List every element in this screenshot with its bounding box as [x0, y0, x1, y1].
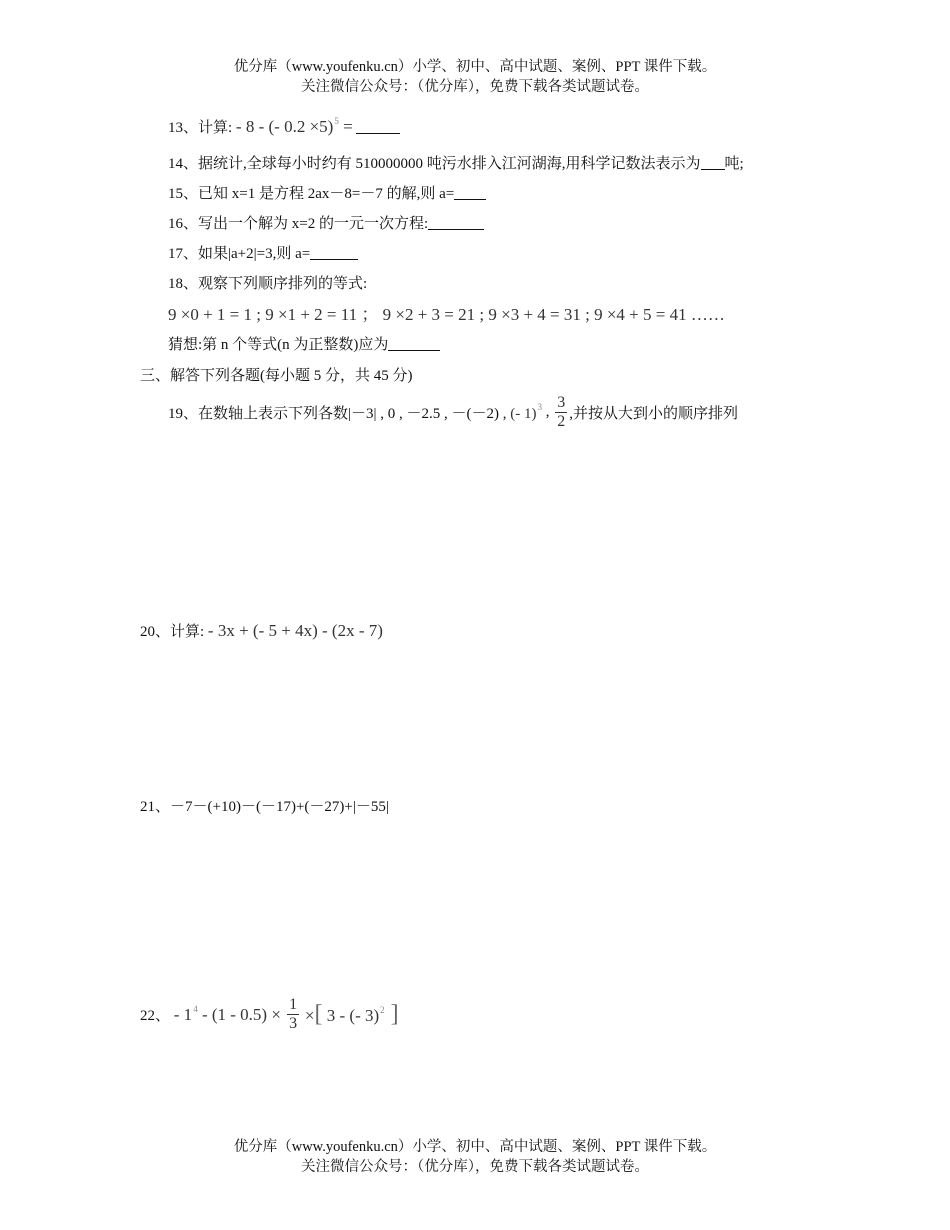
q16-text: 16、写出一个解为 x=2 的一元一次方程:	[168, 216, 429, 232]
question-18	[168, 272, 367, 293]
question-14	[168, 152, 744, 173]
question-22	[140, 996, 399, 1033]
question-13	[168, 116, 400, 137]
q19-power: (- 1)$^3$	[510, 402, 542, 422]
q19-text: 19、在数轴上表示下列各数|－3| , 0 , －2.5 , －(－2) ,	[168, 406, 507, 422]
q18-answer-blank[interactable]	[388, 336, 440, 351]
q22-expression: - $1^4 - (1 - 0.5)$ ×	[173, 1004, 281, 1024]
q17-text: 17、如果|a+2|=3,则 a=	[168, 246, 311, 262]
q22-bracket-expression: ×[ 3 - (- 3)$^2$ ]	[304, 1001, 399, 1027]
question-19: 19、在数轴上表示下列各数|－3| , 0 , －2.5 , －(－2) , (- 1)$^3$ , $\frac{3}{2}$ ,并按从大到小的顺序排列	[168, 394, 739, 430]
footer-line-2: 关注微信公众号：（优分库），免费下载各类试题试卷。	[301, 1159, 649, 1175]
q19-fraction: $\frac{3}{2}$	[557, 394, 566, 430]
question-17	[168, 242, 358, 263]
question-15	[168, 182, 486, 203]
q18-text: 18、观察下列顺序排列的等式:	[168, 276, 368, 292]
q19-tail: ,并按从大到小的顺序排列	[569, 406, 739, 422]
q14-text: 14、据统计,全球每小时约有 510000000 吨污水排入江河湖海,用科学记数法表示为	[168, 156, 701, 172]
question-16	[168, 212, 484, 233]
header-line-2: 关注微信公众号：（优分库），免费下载各类试题试卷。	[301, 79, 649, 95]
q15-text: 15、已知 x=1 是方程 2ax－8=－7 的解,则 a=	[168, 186, 455, 202]
q20-expression: - 3x + (- 5 + 4x) - (2x - 7)	[207, 621, 383, 640]
q16-answer-blank[interactable]	[428, 215, 484, 230]
q18-guess-text: 猜想:第 n 个等式(n 为正整数)应为	[168, 337, 389, 353]
q17-answer-blank[interactable]	[310, 245, 358, 260]
q13-answer-blank[interactable]	[356, 119, 400, 134]
q18-guess	[168, 333, 440, 354]
q22-label: 22、	[140, 1008, 171, 1024]
page-header	[0, 57, 950, 97]
question-20	[140, 620, 383, 641]
q22-fraction: $\frac{1}{3}$	[289, 996, 298, 1032]
q13-label: 13、计算:	[168, 120, 233, 136]
question-21: 21、－7－(+10)－(－17)+(－27)+|－55|	[140, 799, 389, 815]
q14-answer-blank[interactable]	[701, 155, 725, 170]
q20-label: 20、计算:	[140, 624, 205, 640]
q15-answer-blank[interactable]	[454, 185, 486, 200]
q14-tail: 吨;	[724, 156, 744, 172]
q13-expression: - 8 - (- 0.2 ×5)$^5$ =	[235, 116, 353, 136]
q18-sequence: 9 ×0 + 1 = 1 ; 9 ×1 + 2 = 11 ； 9 ×2 + 3 = 21 ; 9 ×3 + 4 = 31 ; 9 ×4 + 5 = 41 ……	[168, 305, 725, 324]
header-line-1: 优分库（www.youfenku.cn）小学、初中、高中试题、案例、PPT 课件下载。	[233, 59, 717, 75]
section-3-title: 三、解答下列各题(每小题 5 分，共 45 分)	[140, 368, 413, 384]
page-footer	[0, 1137, 950, 1177]
footer-line-1: 优分库（www.youfenku.cn）小学、初中、高中试题、案例、PPT 课件下载。	[233, 1139, 717, 1155]
